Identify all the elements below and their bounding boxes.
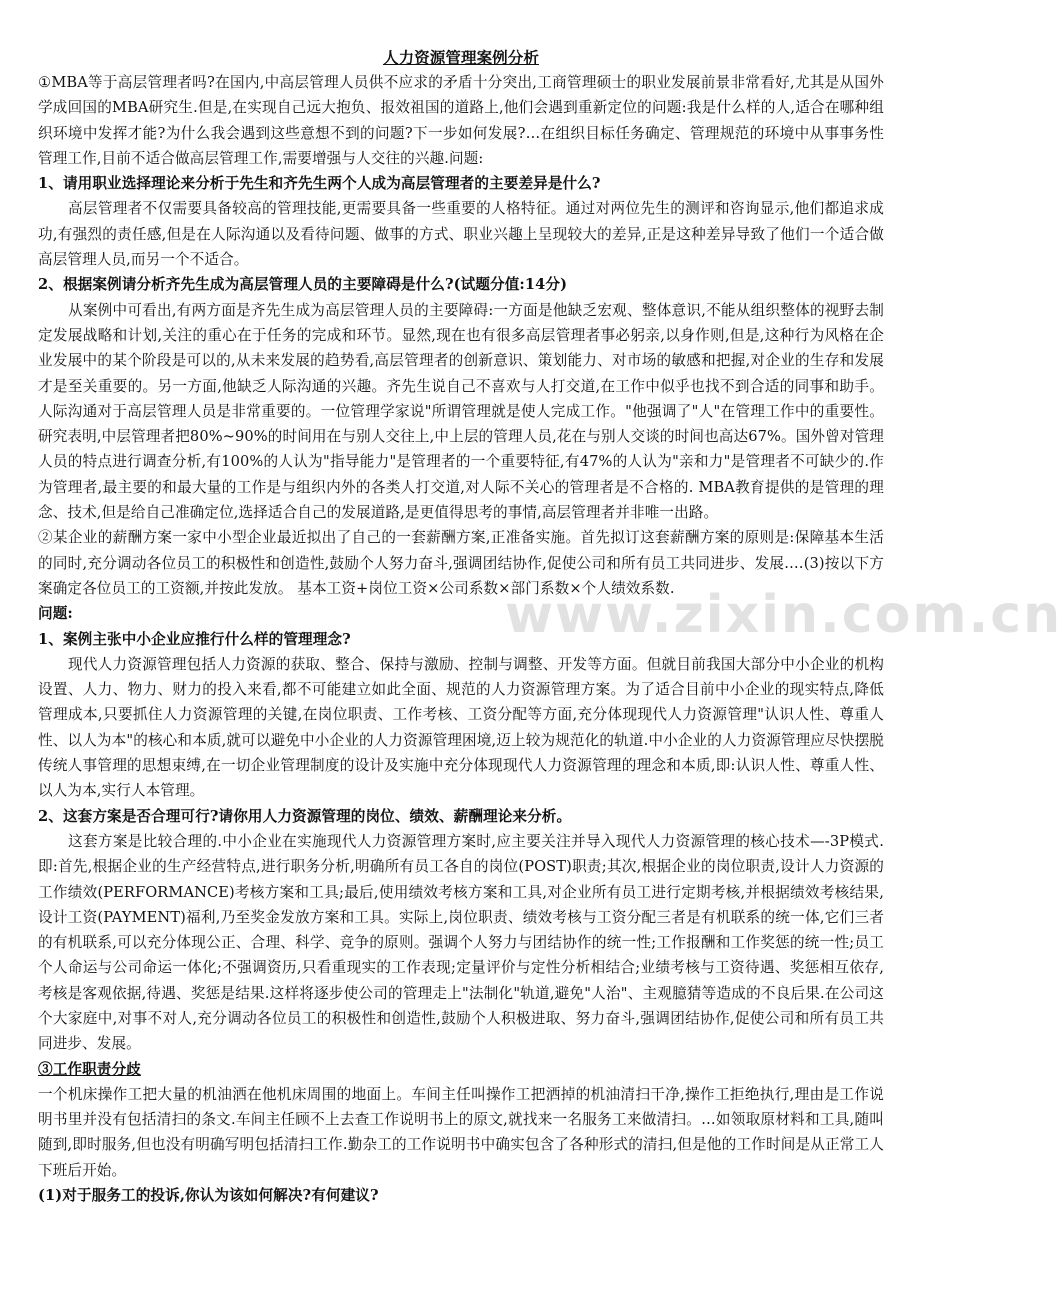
case2-intro: ②某企业的薪酬方案一家中小型企业最近拟出了自己的一套薪酬方案,正准备实施。首先拟订这套薪酬方案的原则是:保障基本生活的同时,充分调动各位员工的积极性和创造性,鼓励个人努力奋斗,强调团结协作,促使公司和所有员工共同进步、发展.…(3)按以下方案确定各位员工的工资额,并按此发放。 基本工资+岗位工资×公司系数×部门系数×个人绩效系数. [38,529,884,597]
case3-intro: 一个机床操作工把大量的机油洒在他机床周围的地面上。车间主任叫操作工把洒掉的机油清扫干净,操作工拒绝执行,理由是工作说明书里并没有包括清扫的条文.车间主任顾不上去查工作说明书上的原文,就找来一名服务工来做清扫。…如领取原材料和工具,随叫随到,即时服务,但也没有明确写明包括清扫工作.勤杂工的工作说明书中确实包含了各种形式的清扫,但是他的工作时间是从正常工人下班后开始。 [38,1085,884,1179]
case1-intro: ①MBA等于高层管理者吗?在国内,中高层管理人员供不应求的矛盾十分突出,工商管理硕士的职业发展前景非常看好,尤其是从国外学成回国的MBA研究生.但是,在实现自己远大抱负、报效祖国的道路上,他们会遇到重新定位的问题:我是什么样的人,适合在哪种组织环境中发挥才能?为什么我会遇到这些意想不到的问题?下一步如何发展?…在组织目标任务确定、管理规范的环境中从事事务性管理工作,目前不适合做高层管理工作,需要增强与人交往的兴趣.问题: [38,74,884,167]
case3-heading: ③工作职责分歧 [38,1060,141,1078]
case1-question-1: 1、请用职业选择理论来分析于先生和齐先生两个人成为高层管理者的主要差异是什么? [38,175,601,193]
case3-question-1: (1)对于服务工的投诉,你认为该如何解决?有何建议? [38,1187,379,1205]
document-body [38,45,884,1208]
case2-question-2: 2、这套方案是否合理可行?请你用人力资源管理的岗位、绩效、薪酬理论来分析。 [38,807,572,825]
case2-questions-label: 问题: [38,605,73,623]
case1-question-2: 2、根据案例请分析齐先生成为高层管理人员的主要障碍是什么?(试题分值:14分) [38,276,568,294]
watermark: www.zixin.com.cn [505,585,1062,645]
case3-heading-row [38,1057,884,1082]
case1-answer-2: 从案例中可看出,有两方面是齐先生成为高层管理人员的主要障碍:一方面是他缺乏宏观、整体意识,不能从组织整体的视野去制定发展战略和计划,关注的重心在于任务的完成和环节。显然,现在也有很多高层管理者事必躬亲,以身作则,但是,这种行为风格在企业发展中的某个阶段是可以的,从未来发展的趋势看,高层管理者的创新意识、策划能力、对市场的敏感和把握,对企业的生存和发展才是至关重要的。另一方面,他缺乏人际沟通的兴趣。齐先生说自己不喜欢与人打交道,在工作中似乎也找不到合适的同事和助手。人际沟通对于高层管理人员是非常重要的。一位管理学家说"所谓管理就是使人完成工作。"他强调了"人"在管理工作中的重要性。研究表明,中层管理者把80%~90%的时间用在与别人交往上,中上层的管理人员,花在与别人交谈的时间也高达67%。国外曾对管理人员的特点进行调查分析,有100%的人认为"指导能力"是管理者的一个重要特征,有47%的人认为"亲和力"是管理者不可缺少的.作为管理者,最主要的和最大量的工作是与组织内外的各类人打交道,对人际不关心的管理者是不合格的. MBA教育提供的是管理的理念、技术,但是给自己准确定位,选择适合自己的发展道路,是更值得思考的事情,高层管理者并非唯一出路。 [38,301,884,522]
case1-answer-1: 高层管理者不仅需要具备较高的管理技能,更需要具备一些重要的人格特征。通过对两位先生的测评和咨询显示,他们都追求成功,有强烈的责任感,但是在人际沟通以及看待问题、做事的方式、职业兴趣上呈现较大的差异,正是这种差异导致了他们一个适合做高层管理人员,而另一个不适合。 [38,200,884,269]
case2-answer-2: 这套方案是比较合理的.中小企业在实施现代人力资源管理方案时,应主要关注并导入现代人力资源管理的核心技术—-3P模式.即:首先,根据企业的生产经营特点,进行职务分析,明确所有员工各自的岗位(POST)职责;其次,根据企业的岗位职责,设计人力资源的工作绩效(PERFORMANCE)考核方案和工具;最后,使用绩效考核方案和工具,对企业所有员工进行定期考核,并根据绩效考核结果,设计工资(PAYMENT)福利,乃至奖金发放方案和工具。实际上,岗位职责、绩效考核与工资分配三者是有机联系的统一体,它们三者的有机联系,可以充分体现公正、合理、科学、竞争的原则。强调个人努力与团结协作的统一性;工作报酬和工作奖惩的统一性;员工个人命运与公司命运一体化;不强调资历,只看重现实的工作表现;定量评价与定性分析相结合;业绩考核与工资待遇、奖惩相互依存,考核是客观依据,待遇、奖惩是结果.这样将逐步使公司的管理走上"法制化"轨道,避免"人治"、主观臆猜等造成的不良后果.在公司这个大家庭中,对事不对人,充分调动各位员工的积极性和创造性,鼓励个人积极进取、努力奋斗,强调团结协作,促使公司和所有员工共同进步、发展。 [38,832,884,1053]
document-title: 人力资源管理案例分析 [382,48,539,67]
case2-answer-1: 现代人力资源管理包括人力资源的获取、整合、保持与激励、控制与调整、开发等方面。但就目前我国大部分中小企业的机构设置、人力、物力、财力的投入来看,都不可能建立如此全面、规范的人力资源管理方案。为了适合目前中小企业的现实特点,降低管理成本,只要抓住人力资源管理的关键,在岗位职责、工作考核、工资分配等方面,充分体现现代人力资源管理"认识人性、尊重人性、以人为本"的核心和本质,就可以避免中小企业的人力资源管理困境,迈上较为规范化的轨道.中小企业的人力资源管理应尽快摆脱传统人事管理的思想束缚,在一切企业管理制度的设计及实施中充分体现现代人力资源管理的理念和本质,即:认识人性、尊重人性、以人为本,实行人本管理。 [38,655,884,800]
case2-question-1: 1、案例主张中小企业应推行什么样的管理理念? [38,630,351,648]
